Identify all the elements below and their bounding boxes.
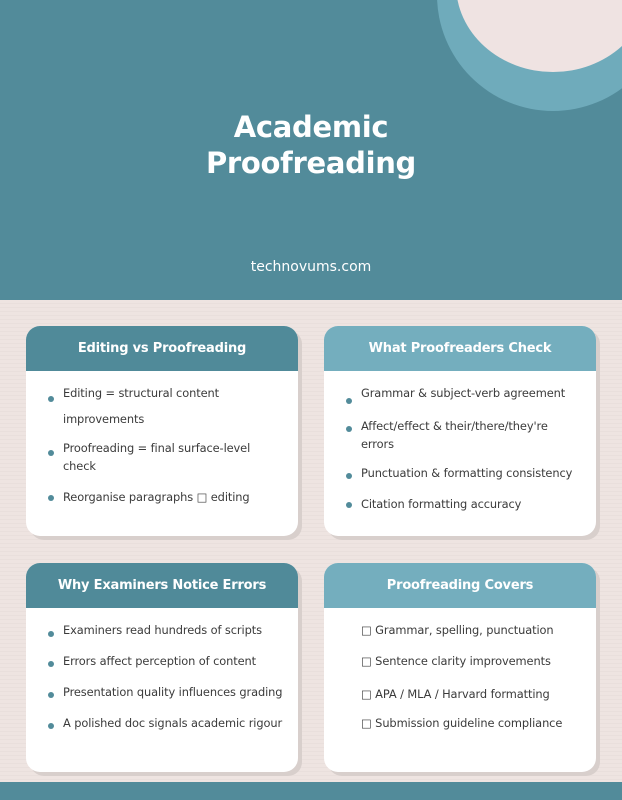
list-item xyxy=(48,714,286,732)
card-heading: Proofreading Covers xyxy=(324,563,596,608)
list-item-text: □ Grammar, spelling, punctuation xyxy=(361,623,554,637)
bullet-icon xyxy=(346,473,352,479)
list-item xyxy=(361,714,584,732)
bullet-icon xyxy=(48,396,54,402)
list-item xyxy=(361,685,584,703)
list-item-text: Examiners read hundreds of scripts xyxy=(63,623,262,637)
bullet-icon xyxy=(48,495,54,501)
list-item-text: Errors affect perception of content xyxy=(63,654,256,668)
list-item-text: □ Submission guideline compliance xyxy=(361,716,563,730)
list-item xyxy=(48,621,286,639)
list-item xyxy=(48,652,286,670)
list-item xyxy=(48,683,286,701)
title-line-1: Academic xyxy=(233,110,389,144)
list-item-text: Editing = structural content improvements xyxy=(63,386,219,426)
bullet-icon xyxy=(48,661,54,667)
list-item-text: Punctuation & formatting consistency xyxy=(361,466,573,480)
bullet-icon xyxy=(48,692,54,698)
list-item xyxy=(346,464,584,482)
card-why-examiners-notice-errors xyxy=(26,563,298,772)
card-proofreading-covers xyxy=(324,563,596,772)
bullet-icon xyxy=(48,631,54,637)
list-item xyxy=(346,417,584,453)
bullet-icon xyxy=(48,723,54,729)
list-item xyxy=(361,652,584,670)
footer-bar xyxy=(0,782,622,800)
list-item xyxy=(346,495,584,513)
page-title xyxy=(0,109,622,181)
list-item-text: □ Sentence clarity improvements xyxy=(361,654,551,668)
card-body xyxy=(26,371,298,506)
title-line-2: Proofreading xyxy=(205,146,417,180)
list-item-text: A polished doc signals academic rigour xyxy=(63,716,283,730)
list-item xyxy=(346,384,584,402)
list-item-text: Proofreading = final surface-level check xyxy=(63,441,251,473)
card-editing-vs-proofreading xyxy=(26,326,298,536)
header-banner xyxy=(0,0,622,300)
list-item-text: Grammar & subject-verb agreement xyxy=(361,386,566,400)
card-heading: Why Examiners Notice Errors xyxy=(26,563,298,608)
list-item-text: □ APA / MLA / Harvard formatting xyxy=(361,687,550,701)
card-heading: Editing vs Proofreading xyxy=(26,326,298,371)
card-body xyxy=(324,371,596,513)
card-what-proofreaders-check xyxy=(324,326,596,536)
bullet-icon xyxy=(346,398,352,404)
list-item-text: Citation formatting accuracy xyxy=(361,497,522,511)
list-item-text: Presentation quality influences grading xyxy=(63,685,283,699)
card-body xyxy=(26,608,298,732)
card-heading: What Proofreaders Check xyxy=(324,326,596,371)
list-item xyxy=(48,488,286,506)
list-item-text: Reorganise paragraphs □ editing xyxy=(63,490,250,504)
list-item xyxy=(48,380,286,432)
bullet-icon xyxy=(346,426,352,432)
list-item-text: Affect/effect & their/there/they're errors xyxy=(361,419,548,451)
list-item xyxy=(48,439,286,475)
card-body xyxy=(324,608,596,732)
list-item xyxy=(361,621,584,639)
bullet-icon xyxy=(346,502,352,508)
website-label: technovums.com xyxy=(250,259,372,275)
bullet-icon xyxy=(48,450,54,456)
